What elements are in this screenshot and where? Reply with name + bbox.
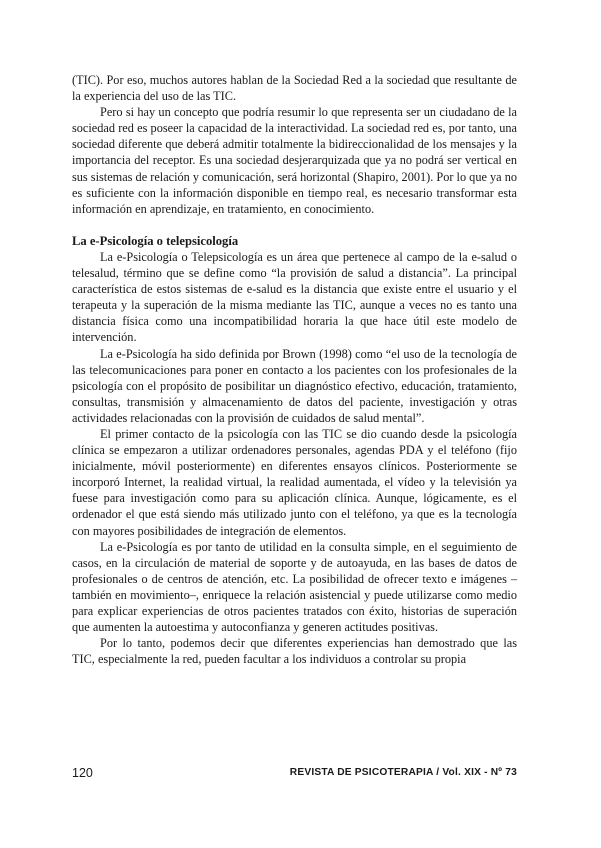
page-body: [72, 72, 517, 667]
paragraph: Pero si hay un concepto que podría resumir lo que representa ser un ciudadano de la sociedad red es poseer la capacidad de la interactividad. La sociedad red es, por tanto, una sociedad diferente que deberá admitir totalmente la bidireccionalidad de los mensajes y la importancia del receptor. Es una sociedad desjerarquizada que ya no podrá ser vertical en sus sistemas de relación y comunicación, será horizontal (Shapiro, 2001). Por lo que ya no es suficiente con la información disponible en tiempo real, es necesario transformar esta información en aprendizaje, en tratamiento, en conocimiento.: [72, 105, 517, 216]
paragraph: La e-Psicología es por tanto de utilidad en la consulta simple, en el seguimiento de casos, en la circulación de material de soporte y de autoayuda, en las bases de datos de profesionales o de centros de atención, etc. La posibilidad de ofrecer texto e imágenes –también en movimiento–, enriquece la relación asistencial y puede utilizarse como medio para explicar experiencias de otros pacientes tratados con éxito, historias de superación que aumenten la autoestima y autoconfianza y generen actitudes positivas.: [72, 539, 517, 635]
page-footer: [72, 766, 517, 782]
paragraph: La e-Psicología ha sido definida por Brown (1998) como “el uso de la tecnología de las telecomunicaciones para poner en contacto a los pacientes con los profesionales de la psicología con el propósito de posibilitar un diagnóstico efectivo, educación, tratamiento, consultas, transmisión y almacenamiento de datos del paciente, investigación y otras actividades relacionadas con la provisión de cuidados de salud mental”.: [72, 346, 517, 425]
page-number: 120: [72, 766, 93, 780]
paragraph: Por lo tanto, podemos decir que diferentes experiencias han demostrado que las TIC, especialmente la red, pueden facultar a los individuos a controlar su propia: [72, 636, 517, 667]
section-heading: La e-Psicología o telepsicología: [72, 233, 239, 248]
paragraph-continuation: (TIC). Por eso, muchos autores hablan de la Sociedad Red a la sociedad que resultante de la experiencia del uso de las TIC.: [72, 73, 517, 104]
paragraph: La e-Psicología o Telepsicología es un área que pertenece al campo de la e-salud o telesalud, término que se define como “la provisión de salud a distancia”. La principal característica de estos sistemas de e-salud es la distancia que existe entre el usuario y el terapeuta y la superación de la misma mediante las TIC, aunque a veces no es tanto una distancia física como una incompatibilidad horaria la que hace útil este modelo de intervención.: [72, 249, 517, 345]
journal-title: REVISTA DE PSICOTERAPIA / Vol. XIX - Nº 73: [289, 767, 517, 778]
paragraph: El primer contacto de la psicología con las TIC se dio cuando desde la psicología clínica se empezaron a utilizar ordenadores personales, agendas PDA y el teléfono (fijo inicialmente, móvil posteriormente) en diferentes ensayos clínicos. Posteriormente se incorporó Internet, la realidad virtual, la realidad aumentada, el vídeo y la televisión ya fuese para investigación como para su aplicación clínica. Aunque, lógicamente, es el ordenador el que está siendo más utilizado junto con el teléfono, ya que es la tecnología con mayores posibilidades de integración de elementos.: [72, 426, 517, 538]
